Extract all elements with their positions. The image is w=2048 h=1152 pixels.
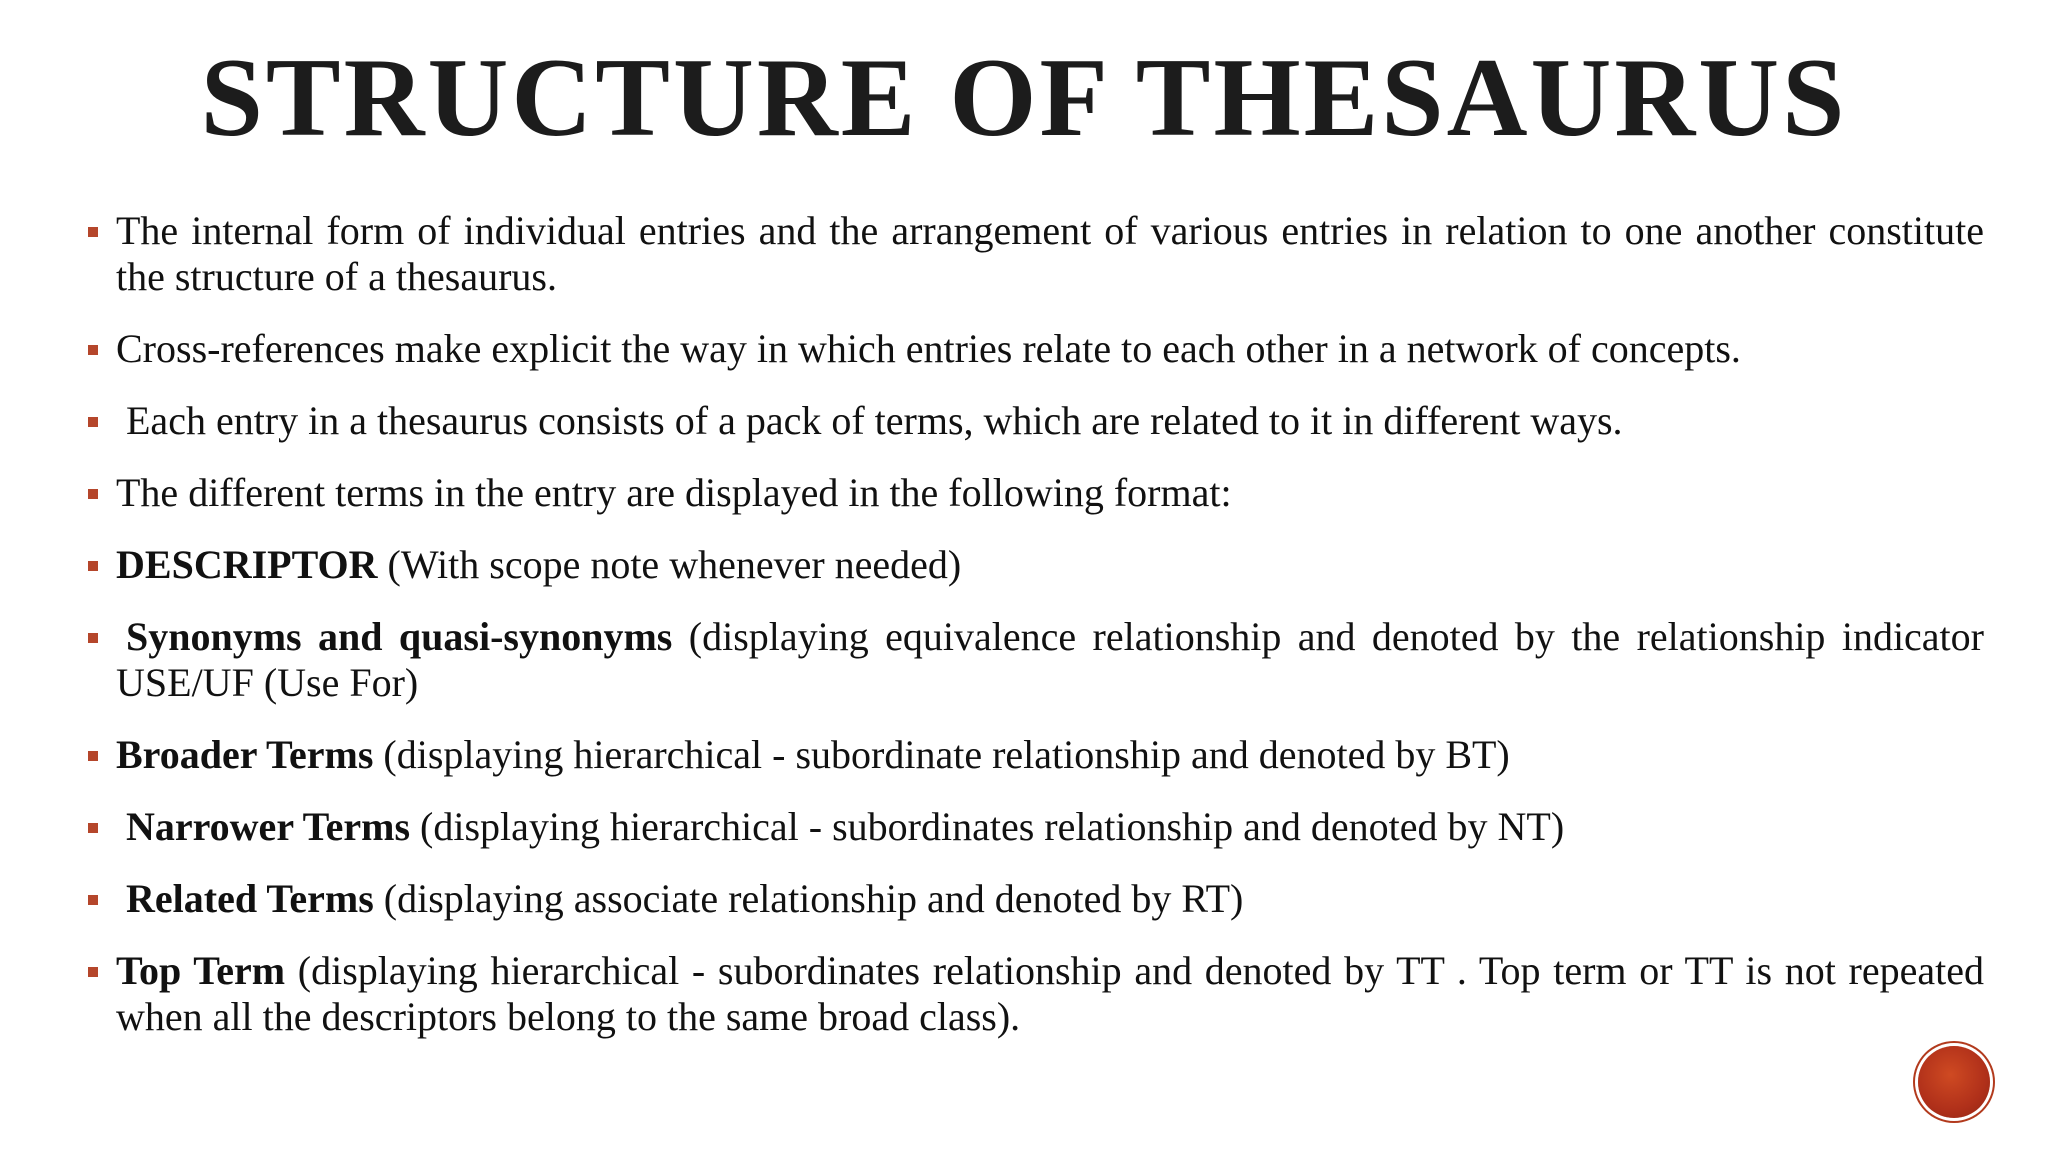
bullet-list (84, 208, 1984, 1066)
bullet-item (84, 470, 1984, 516)
bullet-item (84, 614, 1984, 706)
bullet-marker-icon (88, 751, 98, 761)
bullet-term: Top Term (116, 948, 286, 993)
bullet-marker-icon (88, 227, 98, 237)
bullet-term: Related Terms (126, 876, 374, 921)
bullet-text: (displaying hierarchical - subordinates relationship and denoted by NT) (410, 804, 1565, 849)
bullet-marker-icon (88, 895, 98, 905)
bullet-item (84, 326, 1984, 372)
bullet-marker-icon (88, 345, 98, 355)
bullet-text: (displaying associate relationship and denoted by RT) (373, 876, 1244, 921)
bullet-item (84, 948, 1984, 1040)
bullet-marker-icon (88, 417, 98, 427)
bullet-text: (displaying hierarchical - subordinate relationship and denoted by BT) (373, 732, 1510, 777)
circle-button-icon[interactable] (1918, 1046, 1990, 1118)
bullet-marker-icon (88, 823, 98, 833)
bullet-text: (With scope note whenever needed) (377, 542, 962, 587)
bullet-item (84, 208, 1984, 300)
bullet-item (84, 876, 1984, 922)
bullet-term: Narrower Terms (126, 804, 411, 849)
bullet-text: Each entry in a thesaurus consists of a pack of terms, which are related to it in different ways. (126, 398, 1623, 443)
bullet-text: (displaying hierarchical - subordinates relationship and denoted by TT . Top term or TT is not repeated when all the descriptors belong to the same broad class). (116, 948, 1984, 1039)
bullet-term: Broader Terms (116, 732, 374, 777)
bullet-text: (displaying equivalence relationship and denoted by the relationship indicator USE/UF (Use For) (116, 614, 1984, 705)
bullet-text: The internal form of individual entries and the arrangement of various entries in relation to one another constitute the structure of a thesaurus. (116, 208, 1984, 299)
bullet-marker-icon (88, 967, 98, 977)
bullet-marker-icon (88, 561, 98, 571)
bullet-item (84, 804, 1984, 850)
bullet-marker-icon (88, 489, 98, 499)
bullet-text: The different terms in the entry are displayed in the following format: (116, 470, 1232, 515)
bullet-text: Cross-references make explicit the way in which entries relate to each other in a network of concepts. (116, 326, 1741, 371)
bullet-marker-icon (88, 633, 98, 643)
bullet-item (84, 542, 1984, 588)
bullet-item (84, 398, 1984, 444)
slide-title: STRUCTURE OF THESAURUS (200, 36, 1848, 160)
bullet-term: DESCRIPTOR (116, 542, 378, 587)
bullet-item (84, 732, 1984, 778)
bullet-term: Synonyms and quasi-synonyms (126, 614, 673, 659)
